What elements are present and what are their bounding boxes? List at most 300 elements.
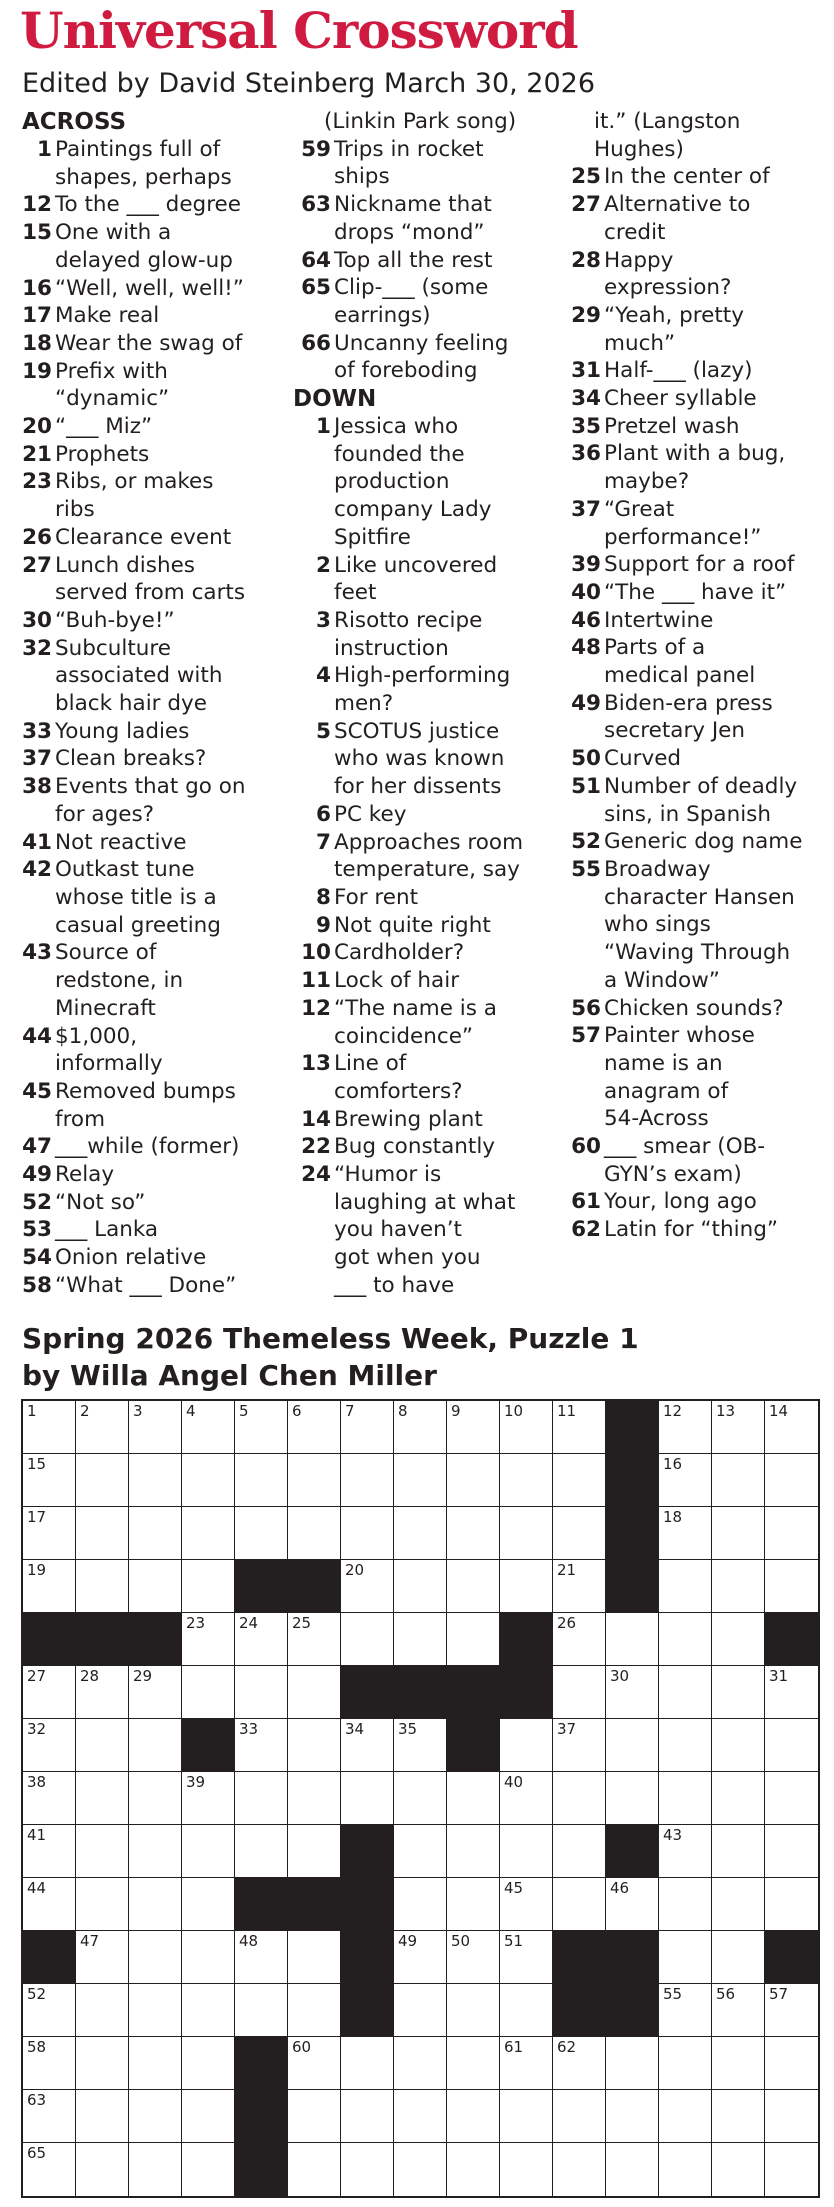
clue-item (293, 247, 565, 275)
grid-cell[interactable] (129, 1507, 182, 1560)
grid-cell[interactable] (500, 1772, 553, 1825)
grid-cell[interactable] (447, 1401, 500, 1454)
clue-item (293, 191, 565, 246)
clue-item (22, 829, 294, 857)
grid-cell[interactable] (447, 2090, 500, 2143)
grid-cell[interactable] (447, 2143, 500, 2196)
grid-cell[interactable] (23, 1666, 76, 1719)
grid-cell[interactable] (553, 1666, 606, 1719)
grid-cell[interactable] (712, 1984, 765, 2037)
clue-item (563, 1188, 831, 1216)
grid-cell[interactable] (500, 1507, 553, 1560)
clue-item (22, 191, 294, 219)
grid-cell[interactable] (76, 1454, 129, 1507)
grid-cell[interactable] (76, 1401, 129, 1454)
grid-cell[interactable] (659, 2090, 712, 2143)
clue-item (293, 274, 565, 329)
grid-cell[interactable] (235, 1666, 288, 1719)
grid-cell[interactable] (23, 2143, 76, 2196)
grid-cell[interactable] (500, 2037, 553, 2090)
grid-cell[interactable] (341, 1401, 394, 1454)
grid-cell[interactable] (553, 1825, 606, 1878)
grid-cell[interactable] (712, 2090, 765, 2143)
grid-cell[interactable] (765, 2037, 818, 2090)
grid-cell[interactable] (235, 1825, 288, 1878)
grid-cell[interactable] (394, 1931, 447, 1984)
grid-cell[interactable] (553, 1719, 606, 1772)
grid-cell[interactable] (712, 1560, 765, 1613)
clue-text-line: Happy (604, 247, 674, 273)
clue-text-line: who sings (604, 912, 711, 938)
grid-cell[interactable] (235, 1984, 288, 2037)
grid-cell[interactable] (288, 1666, 341, 1719)
clue-text-line: Subculture (55, 635, 171, 661)
clue-text-line: “Humor is (334, 1162, 442, 1188)
grid-cell[interactable] (182, 1931, 235, 1984)
clue-number: 37 (22, 746, 52, 772)
grid-cell[interactable] (712, 1454, 765, 1507)
grid-cell[interactable] (182, 1984, 235, 2037)
grid-cell[interactable] (500, 1719, 553, 1772)
cell-number: 30 (610, 1667, 630, 1685)
grid-cell[interactable] (659, 1666, 712, 1719)
grid-cell[interactable] (553, 1613, 606, 1666)
grid-black-square (235, 1878, 288, 1931)
grid-cell[interactable] (394, 1825, 447, 1878)
grid-cell[interactable] (341, 2143, 394, 2196)
grid-cell[interactable] (235, 1719, 288, 1772)
grid-cell[interactable] (659, 1984, 712, 2037)
grid-cell[interactable] (394, 1719, 447, 1772)
grid-cell[interactable] (288, 2090, 341, 2143)
grid-cell[interactable] (182, 2143, 235, 2196)
grid-cell[interactable] (129, 1772, 182, 1825)
grid-cell[interactable] (447, 1825, 500, 1878)
clue-number: 22 (301, 1134, 331, 1160)
grid-cell[interactable] (76, 1719, 129, 1772)
grid-cell[interactable] (129, 1931, 182, 1984)
grid-cell[interactable] (765, 1984, 818, 2037)
clue-text-line: 54-Across (604, 1106, 709, 1132)
grid-cell[interactable] (182, 1878, 235, 1931)
grid-cell[interactable] (447, 1878, 500, 1931)
crossword-grid (21, 1399, 820, 2198)
grid-cell[interactable] (500, 1401, 553, 1454)
clue-item (563, 440, 831, 495)
clue-text (334, 330, 565, 385)
clue-continuation: Hughes) (594, 136, 684, 162)
grid-black-square (129, 1613, 182, 1666)
clue-text (55, 1272, 294, 1300)
grid-cell[interactable] (182, 1507, 235, 1560)
grid-cell[interactable] (606, 1613, 659, 1666)
clue-number: 46 (571, 607, 601, 633)
grid-cell[interactable] (394, 1507, 447, 1560)
clue-item (563, 828, 831, 856)
clue-text (334, 607, 565, 662)
grid-cell[interactable] (129, 1401, 182, 1454)
grid-cell[interactable] (23, 1772, 76, 1825)
grid-cell[interactable] (500, 1454, 553, 1507)
grid-cell[interactable] (712, 1825, 765, 1878)
grid-cell[interactable] (288, 1613, 341, 1666)
grid-cell[interactable] (765, 2090, 818, 2143)
grid-cell[interactable] (606, 1878, 659, 1931)
grid-cell[interactable] (288, 1401, 341, 1454)
grid-cell[interactable] (129, 1454, 182, 1507)
grid-cell[interactable] (606, 2037, 659, 2090)
grid-cell[interactable] (606, 1772, 659, 1825)
grid-cell[interactable] (235, 1772, 288, 1825)
grid-cell[interactable] (712, 1772, 765, 1825)
clue-text (334, 912, 565, 940)
grid-cell[interactable] (712, 2143, 765, 2196)
grid-cell[interactable] (23, 2037, 76, 2090)
grid-cell[interactable] (23, 1719, 76, 1772)
grid-cell[interactable] (712, 1401, 765, 1454)
grid-cell[interactable] (23, 1507, 76, 1560)
clue-item (293, 829, 565, 884)
grid-cell[interactable] (659, 1613, 712, 1666)
grid-cell[interactable] (500, 1825, 553, 1878)
clue-number: 4 (316, 663, 331, 689)
grid-cell[interactable] (288, 1454, 341, 1507)
clue-number: 17 (22, 303, 52, 329)
grid-cell[interactable] (394, 1613, 447, 1666)
grid-cell[interactable] (394, 1878, 447, 1931)
grid-cell[interactable] (659, 1931, 712, 1984)
puzzle-info (22, 1320, 639, 1394)
grid-black-square (341, 1666, 394, 1719)
grid-cell[interactable] (341, 1507, 394, 1560)
grid-cell[interactable] (712, 2037, 765, 2090)
grid-cell[interactable] (712, 1666, 765, 1719)
grid-cell[interactable] (500, 1931, 553, 1984)
grid-cell[interactable] (129, 1719, 182, 1772)
grid-cell[interactable] (129, 1825, 182, 1878)
grid-cell[interactable] (553, 1507, 606, 1560)
grid-cell[interactable] (500, 2090, 553, 2143)
grid-black-square (500, 1613, 553, 1666)
grid-cell[interactable] (182, 1454, 235, 1507)
grid-cell[interactable] (659, 1772, 712, 1825)
clue-item (22, 1078, 294, 1133)
clue-text-line: “The ___ have it” (604, 579, 787, 605)
clue-text-line: Clip-___ (some (334, 275, 489, 301)
clue-item (22, 219, 294, 274)
cell-number: 10 (504, 1402, 524, 1420)
clue-item (293, 552, 565, 607)
clue-number: 48 (571, 635, 601, 661)
grid-black-square (765, 1613, 818, 1666)
clue-item (22, 1244, 294, 1272)
grid-cell[interactable] (76, 1560, 129, 1613)
grid-cell[interactable] (659, 1507, 712, 1560)
grid-cell[interactable] (447, 1454, 500, 1507)
grid-cell[interactable] (659, 1560, 712, 1613)
grid-cell[interactable] (394, 2037, 447, 2090)
clue-number: 38 (22, 774, 52, 800)
clue-text-line: Prefix with (55, 358, 168, 384)
grid-cell[interactable] (553, 1772, 606, 1825)
grid-cell[interactable] (235, 1931, 288, 1984)
grid-cell[interactable] (765, 1401, 818, 1454)
clue-item (293, 607, 565, 662)
grid-cell[interactable] (235, 1401, 288, 1454)
grid-cell[interactable] (288, 2037, 341, 2090)
grid-black-square (23, 1931, 76, 1984)
grid-cell[interactable] (447, 1931, 500, 1984)
clue-text-line: coincidence” (334, 1023, 474, 1049)
cell-number: 11 (557, 1402, 577, 1420)
clue-number: 39 (571, 552, 601, 578)
clue-text-line: company Lady (334, 497, 492, 523)
grid-cell[interactable] (447, 1613, 500, 1666)
grid-cell[interactable] (76, 2037, 129, 2090)
clue-number: 45 (22, 1078, 52, 1104)
clue-item (22, 358, 294, 413)
grid-cell[interactable] (659, 2037, 712, 2090)
cell-number: 51 (504, 1932, 524, 1950)
grid-cell[interactable] (76, 1984, 129, 2037)
grid-cell[interactable] (76, 1878, 129, 1931)
cell-number: 62 (557, 2038, 577, 2056)
clue-text (604, 1022, 831, 1133)
grid-cell[interactable] (394, 1454, 447, 1507)
grid-cell[interactable] (553, 1560, 606, 1613)
grid-cell[interactable] (182, 1560, 235, 1613)
grid-cell[interactable] (394, 1401, 447, 1454)
grid-cell[interactable] (182, 2037, 235, 2090)
grid-cell[interactable] (500, 1560, 553, 1613)
grid-cell[interactable] (129, 1666, 182, 1719)
grid-cell[interactable] (235, 1613, 288, 1666)
grid-cell[interactable] (765, 1719, 818, 1772)
clue-item (563, 357, 831, 385)
grid-cell[interactable] (341, 1454, 394, 1507)
clue-text-line: ribs (55, 497, 95, 523)
grid-cell[interactable] (23, 2090, 76, 2143)
grid-cell[interactable] (447, 1772, 500, 1825)
grid-cell[interactable] (659, 2143, 712, 2196)
grid-cell[interactable] (606, 1719, 659, 1772)
clue-text (604, 690, 831, 745)
grid-cell[interactable] (341, 2037, 394, 2090)
grid-cell[interactable] (129, 2090, 182, 2143)
grid-cell[interactable] (235, 1507, 288, 1560)
grid-cell[interactable] (394, 1772, 447, 1825)
puzzle-author: by Willa Angel Chen Miller (22, 1359, 437, 1392)
grid-cell[interactable] (129, 1984, 182, 2037)
grid-cell[interactable] (341, 1719, 394, 1772)
clue-text-line: men? (334, 691, 394, 717)
clue-text-line: Biden-era press (604, 690, 773, 716)
grid-cell[interactable] (182, 1825, 235, 1878)
grid-cell[interactable] (553, 2090, 606, 2143)
grid-cell[interactable] (23, 1825, 76, 1878)
grid-cell[interactable] (394, 2143, 447, 2196)
grid-cell[interactable] (129, 2143, 182, 2196)
clue-number: 14 (301, 1106, 331, 1132)
clue-number: 52 (22, 1189, 52, 1215)
clue-text-line: got when you (334, 1245, 481, 1271)
grid-black-square (394, 1666, 447, 1719)
grid-cell[interactable] (553, 1401, 606, 1454)
grid-cell[interactable] (553, 1878, 606, 1931)
grid-cell[interactable] (394, 1984, 447, 2037)
grid-cell[interactable] (712, 1613, 765, 1666)
grid-cell[interactable] (288, 1984, 341, 2037)
grid-black-square (341, 1984, 394, 2037)
grid-cell[interactable] (76, 2143, 129, 2196)
clue-text-line: credit (604, 219, 666, 245)
grid-cell[interactable] (76, 1931, 129, 1984)
clue-text-line: temperature, say (334, 857, 520, 883)
cell-number: 18 (663, 1508, 683, 1526)
clue-item (563, 1022, 831, 1133)
grid-cell[interactable] (606, 2090, 659, 2143)
grid-cell[interactable] (182, 1772, 235, 1825)
grid-cell[interactable] (288, 2143, 341, 2196)
cell-number: 17 (27, 1508, 47, 1526)
grid-cell[interactable] (447, 2037, 500, 2090)
grid-cell[interactable] (659, 1401, 712, 1454)
grid-cell[interactable] (341, 1560, 394, 1613)
grid-cell[interactable] (23, 1560, 76, 1613)
clue-number: 27 (571, 192, 601, 218)
grid-cell[interactable] (76, 1825, 129, 1878)
cell-number: 6 (292, 1402, 302, 1420)
grid-cell[interactable] (447, 1507, 500, 1560)
clue-text-line: Onion relative (55, 1245, 207, 1271)
grid-cell[interactable] (606, 2143, 659, 2196)
grid-cell[interactable] (659, 1454, 712, 1507)
grid-cell[interactable] (712, 1931, 765, 1984)
clue-item (293, 413, 565, 552)
grid-cell[interactable] (606, 1666, 659, 1719)
clue-text (55, 829, 294, 857)
grid-cell[interactable] (182, 1401, 235, 1454)
grid-cell[interactable] (23, 1878, 76, 1931)
grid-cell[interactable] (765, 1825, 818, 1878)
grid-cell[interactable] (659, 1878, 712, 1931)
grid-cell[interactable] (765, 1772, 818, 1825)
grid-cell[interactable] (288, 1719, 341, 1772)
grid-cell[interactable] (553, 1454, 606, 1507)
grid-cell[interactable] (765, 1878, 818, 1931)
grid-cell[interactable] (23, 1984, 76, 2037)
grid-cell[interactable] (341, 1772, 394, 1825)
grid-cell[interactable] (23, 1454, 76, 1507)
clue-text-line: Lunch dishes (55, 552, 196, 578)
cell-number: 28 (80, 1667, 100, 1685)
grid-cell[interactable] (76, 1507, 129, 1560)
grid-cell[interactable] (712, 1507, 765, 1560)
grid-cell[interactable] (76, 2090, 129, 2143)
clue-text-line: Trips in rocket (334, 136, 484, 162)
clue-number: 31 (571, 358, 601, 384)
grid-cell[interactable] (182, 2090, 235, 2143)
grid-cell[interactable] (288, 1825, 341, 1878)
grid-cell[interactable] (765, 1454, 818, 1507)
clue-item (22, 1161, 294, 1189)
grid-cell[interactable] (288, 1772, 341, 1825)
clue-text (55, 607, 294, 635)
clue-item (293, 967, 565, 995)
clue-item (22, 413, 294, 441)
clue-text-line: who was known (334, 746, 505, 772)
grid-cell[interactable] (500, 1984, 553, 2037)
clue-text (55, 468, 294, 523)
grid-cell[interactable] (341, 2090, 394, 2143)
grid-cell[interactable] (712, 1878, 765, 1931)
clue-text-line: Ribs, or makes (55, 469, 214, 495)
grid-cell[interactable] (76, 1772, 129, 1825)
grid-cell[interactable] (76, 1666, 129, 1719)
cell-number: 20 (345, 1561, 365, 1579)
grid-cell[interactable] (23, 1401, 76, 1454)
grid-cell[interactable] (129, 1560, 182, 1613)
grid-cell[interactable] (129, 1878, 182, 1931)
grid-cell[interactable] (765, 1507, 818, 1560)
grid-black-square (235, 2090, 288, 2143)
grid-cell[interactable] (553, 2037, 606, 2090)
clue-text-line: served from carts (55, 580, 246, 606)
grid-cell[interactable] (235, 1454, 288, 1507)
grid-cell[interactable] (765, 2143, 818, 2196)
grid-cell[interactable] (712, 1719, 765, 1772)
grid-cell[interactable] (447, 1560, 500, 1613)
grid-cell[interactable] (765, 1666, 818, 1719)
grid-cell[interactable] (553, 2143, 606, 2196)
grid-cell[interactable] (500, 1878, 553, 1931)
cell-number: 23 (186, 1614, 206, 1632)
grid-black-square (76, 1613, 129, 1666)
cell-number: 41 (27, 1826, 47, 1844)
clue-text-line: feet (334, 580, 377, 606)
grid-cell[interactable] (394, 1560, 447, 1613)
grid-cell[interactable] (129, 2037, 182, 2090)
grid-cell[interactable] (659, 1719, 712, 1772)
grid-cell[interactable] (500, 2143, 553, 2196)
grid-cell[interactable] (447, 1984, 500, 2037)
grid-cell[interactable] (394, 2090, 447, 2143)
clue-text-line: Plant with a bug, (604, 441, 786, 467)
grid-cell[interactable] (659, 1825, 712, 1878)
clue-text-line: Parts of a (604, 635, 706, 661)
clue-text (55, 136, 294, 191)
grid-cell[interactable] (182, 1666, 235, 1719)
clue-number: 44 (22, 1023, 52, 1049)
grid-cell[interactable] (765, 1560, 818, 1613)
grid-cell[interactable] (341, 1613, 394, 1666)
grid-cell[interactable] (288, 1507, 341, 1560)
clue-text-line: Not reactive (55, 829, 187, 855)
clue-text-line: character Hansen (604, 884, 795, 910)
clue-number: 20 (22, 414, 52, 440)
grid-cell[interactable] (288, 1931, 341, 1984)
clue-text-line: Not quite right (334, 912, 491, 938)
clue-number: 8 (316, 884, 331, 910)
clue-item (22, 939, 294, 1022)
clue-text (334, 191, 565, 246)
grid-cell[interactable] (182, 1613, 235, 1666)
clue-text (55, 524, 294, 552)
clue-text-line: “___ Miz” (55, 414, 153, 440)
clue-text (334, 1106, 565, 1134)
cell-number: 21 (557, 1561, 577, 1579)
clue-text (55, 1216, 294, 1244)
